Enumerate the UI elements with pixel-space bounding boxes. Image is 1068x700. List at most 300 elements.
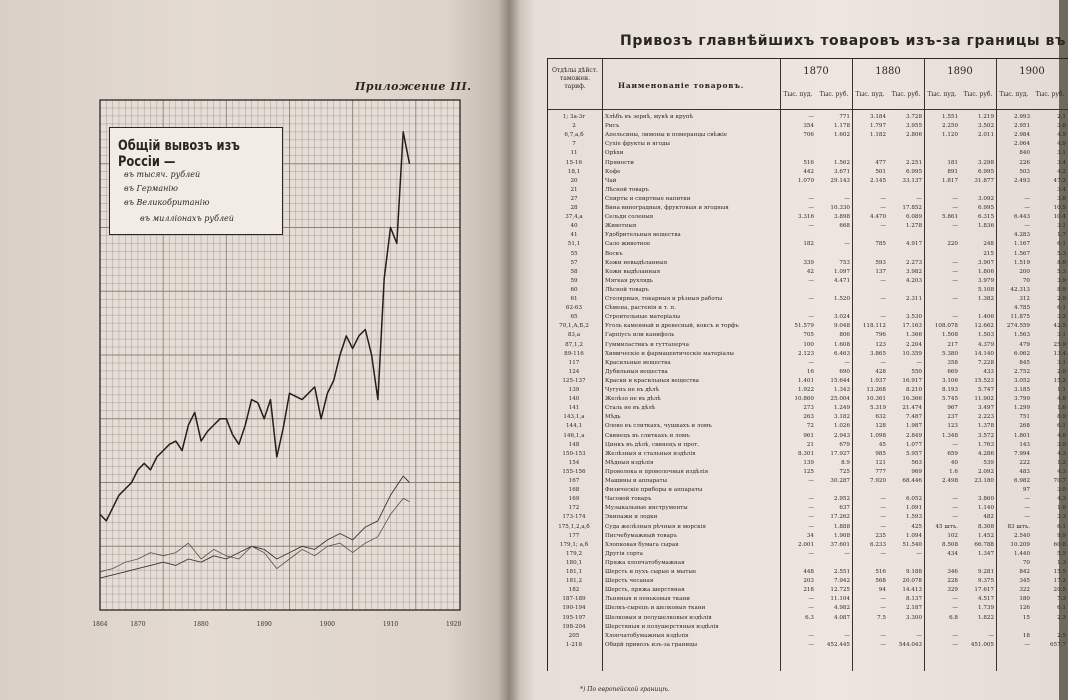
row-value: —: [952, 632, 958, 639]
row-value: 12.725: [830, 587, 850, 594]
row-value: 777: [875, 468, 886, 475]
header-unit: Тыс. пуд.: [999, 91, 1029, 98]
row-value: 3.4: [1057, 186, 1066, 193]
row-code: 89-116: [564, 350, 584, 357]
table-row: [548, 632, 1068, 641]
row-value: 482: [983, 514, 994, 521]
row-value: 47.2: [1053, 177, 1066, 184]
row-value: 1.440: [1013, 550, 1030, 557]
row-name: Сельди соленыя: [605, 214, 654, 221]
row-value: 102: [947, 532, 958, 539]
row-code: 60: [570, 286, 578, 293]
row-value: 2.951: [1013, 123, 1030, 130]
row-value: 215: [983, 250, 994, 257]
row-value: 5.861: [941, 214, 958, 221]
row-value: 8.508: [941, 541, 958, 548]
row-value: 3.907: [977, 259, 994, 266]
table-row: [548, 131, 1068, 140]
row-value: —: [952, 314, 958, 321]
chart-legend: [109, 127, 283, 235]
row-name: Мѣдь: [605, 414, 621, 421]
row-value: 16: [806, 368, 814, 375]
row-code: 140: [568, 396, 580, 403]
table-row: [548, 341, 1068, 350]
row-value: 37.601: [830, 541, 850, 548]
row-value: 20.078: [902, 578, 922, 585]
row-code: 117: [568, 359, 580, 366]
row-value: 1.167: [1013, 241, 1030, 248]
row-value: 8.193: [941, 387, 958, 393]
row-value: —: [952, 223, 958, 230]
row-value: 6.1: [1057, 305, 1066, 312]
row-value: 969: [911, 468, 922, 475]
row-value: 6.062: [1013, 350, 1030, 357]
row-value: 7.487: [905, 414, 922, 421]
row-name: Шерсть чесаная: [605, 578, 654, 585]
row-value: —: [880, 523, 886, 530]
row-value: 6.1: [1057, 423, 1066, 430]
row-value: 20.5: [1053, 587, 1066, 594]
row-value: —: [988, 632, 994, 639]
row-value: 1.608: [833, 341, 850, 348]
row-value: —: [952, 195, 958, 202]
row-value: 3.671: [833, 168, 850, 175]
row-value: 668: [839, 223, 850, 230]
row-value: 25.004: [830, 396, 850, 403]
row-name: Пряжа хлопчатобумажная: [605, 559, 685, 566]
row-code: 167: [568, 478, 580, 484]
row-value: 8.308: [977, 523, 994, 530]
x-tick-label: 1870: [130, 621, 146, 628]
row-value: 550: [911, 368, 922, 375]
row-value: 1.077: [905, 441, 922, 448]
row-code: 2: [572, 123, 576, 130]
row-name: Проволока и проволочныя издѣлія: [605, 468, 709, 475]
row-value: 3.799: [1013, 396, 1030, 403]
table-row: [548, 432, 1068, 441]
row-value: 21: [806, 441, 814, 448]
row-value: 354: [803, 123, 814, 130]
row-code: 177: [568, 532, 580, 539]
header-year-1900: 1900: [1019, 66, 1045, 77]
row-value: 5.3: [1057, 268, 1066, 275]
row-value: 3.8: [1057, 123, 1066, 130]
row-value: 1.343: [833, 387, 850, 393]
row-value: 679: [839, 441, 850, 448]
row-value: 42.5: [1053, 323, 1066, 330]
row-value: 6.995: [977, 168, 994, 175]
row-value: —: [808, 359, 814, 366]
row-name: Хлопковая бумага сырая: [605, 541, 679, 548]
row-value: —: [880, 314, 886, 321]
table-row: [548, 504, 1068, 513]
table-row: [548, 213, 1068, 222]
table-row: [548, 495, 1068, 504]
row-value: 479: [1019, 341, 1030, 348]
row-value: 593: [875, 259, 886, 266]
row-value: 3.502: [977, 123, 994, 130]
row-value: 1.567: [1013, 250, 1030, 257]
row-value: —: [880, 632, 886, 639]
row-value: —: [880, 550, 886, 557]
row-value: 1.922: [797, 387, 814, 393]
row-value: 15.5: [1053, 569, 1066, 575]
row-value: —: [952, 277, 958, 284]
row-value: —: [952, 605, 958, 612]
row-name: Шерсть и пухъ сырые и мытые: [605, 569, 697, 575]
row-value: 180: [1019, 596, 1030, 603]
row-value: 1.6: [949, 468, 958, 475]
header-unit: Тыс. руб.: [1035, 91, 1065, 98]
row-value: 3.184: [869, 114, 886, 120]
row-name: Хлѣбъ въ зернѣ, мукѣ и крупѣ: [605, 114, 693, 120]
table-row: [548, 304, 1068, 313]
table-row: [548, 350, 1068, 359]
table-row: [548, 113, 1068, 122]
row-value: 1.551: [941, 114, 958, 120]
row-value: 1.1: [1057, 387, 1066, 393]
row-code: 144,1: [565, 423, 582, 430]
row-name: Вина виноградныя, фруктовыя и ягодныя: [605, 205, 729, 211]
export-chart: [0, 0, 508, 700]
row-value: 1.6: [1057, 505, 1066, 512]
row-value: 2.943: [833, 432, 850, 439]
row-value: —: [880, 359, 886, 366]
row-name: Сало животное: [605, 241, 651, 248]
row-value: 3.860: [977, 496, 994, 503]
row-value: 705: [803, 332, 814, 339]
row-value: 4.982: [833, 605, 850, 612]
row-code: 169: [568, 496, 580, 503]
row-value: 5.380: [941, 350, 958, 357]
legend-row-millions: въ милліонахъ рублей: [140, 214, 234, 223]
row-value: —: [1024, 496, 1030, 503]
row-value: 751: [1019, 414, 1030, 421]
row-value: —: [1024, 205, 1030, 211]
row-code: 87,1,2: [565, 341, 583, 348]
row-value: 42: [806, 268, 814, 275]
row-value: —: [808, 596, 814, 603]
row-code: 15-16: [565, 159, 583, 166]
row-code: 41: [570, 232, 578, 239]
row-value: —: [808, 523, 814, 530]
row-value: —: [952, 596, 958, 603]
row-name: Сѣмена, растенія и т. п.: [605, 305, 676, 312]
row-value: 9.375: [977, 578, 994, 585]
row-value: 1.347: [977, 550, 994, 557]
table-row: [548, 422, 1068, 431]
row-value: 17.927: [830, 450, 850, 457]
row-name: Сухіе фрукты и ягоды: [605, 141, 670, 148]
row-value: 7.5: [877, 614, 886, 621]
header-unit: Тыс. пуд.: [783, 91, 813, 98]
table-row: [548, 195, 1068, 204]
row-value: 16.366: [902, 396, 922, 403]
table-row: [548, 532, 1068, 541]
row-value: 4.8: [1057, 396, 1066, 403]
row-name: Олово въ слиткахъ, чушкахъ и ломъ: [605, 423, 712, 430]
row-value: 137: [875, 268, 886, 275]
row-value: 5.108: [977, 286, 994, 293]
row-code: 172: [568, 505, 580, 512]
row-value: 1.2: [1057, 459, 1066, 466]
row-name: Воскъ: [605, 250, 623, 257]
row-value: 312: [1019, 296, 1030, 302]
row-value: 15.2: [1053, 377, 1066, 384]
row-value: 1.3: [1057, 559, 1066, 566]
row-code: 11: [570, 150, 578, 157]
table-row: [548, 404, 1068, 413]
row-value: 8.210: [905, 387, 922, 393]
row-value: 2.250: [941, 123, 958, 130]
row-value: 433: [983, 368, 994, 375]
row-value: 237: [947, 414, 958, 421]
row-value: 181: [947, 159, 958, 166]
row-value: 14.140: [974, 350, 994, 357]
row-code: 146,1,а: [563, 432, 585, 439]
row-value: 45: [878, 441, 886, 448]
row-value: —: [1024, 223, 1030, 230]
legend-row-thousands: въ тысяч. рублей: [124, 170, 201, 179]
row-value: 1.563: [1013, 332, 1030, 339]
table-header-rule: [548, 109, 1068, 110]
row-value: 60.8: [1053, 541, 1066, 548]
row-value: 4.9: [1057, 141, 1066, 148]
row-code: 143,1,а: [563, 414, 585, 421]
row-name: Льняныя и пеньковыя ткани: [605, 596, 690, 603]
row-code: 7: [572, 141, 576, 148]
row-code: 173-174: [562, 514, 586, 521]
row-value: —: [880, 195, 886, 202]
row-value: 11.902: [974, 396, 994, 403]
row-value: 3.982: [905, 268, 922, 275]
row-code: 195-197: [562, 614, 586, 621]
row-value: 4.286: [977, 450, 994, 457]
row-value: —: [808, 496, 814, 503]
row-value: 5.747: [977, 387, 994, 393]
row-value: 2.752: [1013, 368, 1030, 375]
row-value: 4.785: [1013, 305, 1030, 312]
row-value: 217: [947, 341, 958, 348]
row-value: —: [880, 514, 886, 521]
row-value: 42.313: [1010, 286, 1030, 293]
row-value: —: [808, 114, 814, 120]
row-value: 3.1: [1057, 223, 1066, 230]
row-value: —: [808, 314, 814, 321]
row-code: 61: [570, 296, 578, 302]
row-code: 180,1: [565, 559, 582, 566]
row-value: —: [952, 268, 958, 275]
row-value: 3.092: [977, 195, 994, 202]
row-value: 1.6: [1057, 405, 1066, 412]
row-value: 3.182: [833, 414, 850, 421]
row-value: —: [952, 641, 958, 648]
row-value: —: [808, 296, 814, 302]
row-name: Строительные матеріалы: [605, 314, 681, 321]
row-name: Удобрительныя вещества: [605, 232, 681, 239]
row-value: 1.278: [905, 223, 922, 230]
row-value: 1.094: [905, 532, 922, 539]
row-value: 6.995: [905, 168, 922, 175]
row-value: 97: [1022, 487, 1030, 494]
row-value: 5.957: [905, 450, 922, 457]
row-value: 100: [803, 341, 814, 348]
row-value: 228: [947, 578, 958, 585]
row-value: 3.497: [977, 405, 994, 412]
row-value: 1.219: [977, 114, 994, 120]
row-value: 25.9: [1053, 341, 1066, 348]
row-code: 175,1,2,а,б: [558, 523, 590, 530]
row-value: 1.140: [977, 505, 994, 512]
row-value: 2.251: [905, 159, 922, 166]
row-code: 51,1: [567, 241, 581, 248]
row-code: 28: [570, 205, 578, 211]
row-value: 1.366: [905, 332, 922, 339]
row-value: —: [952, 259, 958, 266]
row-value: 346: [947, 569, 958, 575]
row-value: 6.1: [1057, 241, 1066, 248]
row-value: 690: [839, 368, 850, 375]
row-value: 339: [803, 259, 814, 266]
row-value: 1.520: [833, 296, 850, 302]
table-row: [548, 386, 1068, 395]
table-row: [548, 586, 1068, 595]
row-value: 220: [947, 241, 958, 248]
row-value: 1.503: [977, 332, 994, 339]
row-value: 3.024: [833, 314, 850, 321]
row-value: 1.098: [869, 432, 886, 439]
row-value: 10.361: [866, 396, 886, 403]
header-unit: Тыс. руб.: [819, 91, 849, 98]
row-value: —: [880, 641, 886, 648]
row-value: 1.937: [869, 377, 886, 384]
row-value: 121: [875, 459, 886, 466]
row-value: 4.470: [869, 214, 886, 221]
row-value: 785: [875, 241, 886, 248]
row-code: 6,7,а,б: [564, 132, 584, 139]
row-value: 1.562: [833, 159, 850, 166]
row-value: 226: [1019, 159, 1030, 166]
row-value: 1.299: [1013, 405, 1030, 412]
row-value: 6.1: [1057, 523, 1066, 530]
row-value: 6.982: [1013, 478, 1030, 484]
header-unit: Тыс. пуд.: [927, 91, 957, 98]
row-value: 4.471: [833, 277, 850, 284]
row-name: Лѣсной товаръ: [605, 186, 649, 193]
row-name: Спирты и спиртные напитки: [605, 195, 691, 202]
table-row: [548, 623, 1068, 632]
row-value: 30.287: [830, 478, 850, 484]
row-value: 8.9: [1057, 414, 1066, 421]
row-name: Писчебумажный товаръ: [605, 532, 678, 539]
row-value: 753: [839, 259, 850, 266]
row-value: 1.378: [977, 423, 994, 430]
row-value: 17.163: [902, 323, 922, 330]
appendix-label: Приложение III.: [355, 80, 472, 93]
row-name: Пряности: [605, 159, 635, 166]
row-value: —: [880, 296, 886, 302]
table-row: [548, 604, 1068, 613]
table-row: [548, 541, 1068, 550]
row-value: 248: [983, 241, 994, 248]
row-value: 2.984: [1013, 132, 1030, 139]
row-value: 322: [1019, 587, 1030, 594]
header-year-1890: 1890: [947, 66, 973, 77]
row-value: 6.995: [977, 205, 994, 211]
row-value: —: [880, 223, 886, 230]
row-value: 94: [878, 587, 886, 594]
row-value: 10.359: [902, 350, 922, 357]
row-value: 891: [947, 168, 958, 175]
row-value: 1.406: [977, 314, 994, 321]
row-value: —: [808, 605, 814, 612]
row-value: 7.228: [977, 359, 994, 366]
row-name: Чай: [605, 177, 617, 184]
row-value: 13.4: [1053, 350, 1066, 357]
row-value: 3.530: [905, 314, 922, 321]
row-value: 477: [875, 159, 886, 166]
row-value: —: [916, 195, 922, 202]
row-name: Дубильныя вещества: [605, 368, 668, 375]
row-value: 10.860: [794, 396, 814, 403]
legend-row-britain: въ Великобританію: [124, 198, 210, 207]
row-value: 2.1: [1057, 114, 1066, 120]
row-value: 1.182: [869, 132, 886, 139]
row-value: 5.3: [1057, 250, 1066, 257]
row-value: 2.849: [905, 432, 922, 439]
row-value: 200: [1019, 268, 1030, 275]
legend-row-germany: въ Германію: [124, 184, 178, 193]
row-value: 16.917: [902, 377, 922, 384]
row-value: 669: [947, 368, 958, 375]
row-value: —: [916, 550, 922, 557]
table-row: [548, 168, 1068, 177]
row-value: 13.268: [866, 387, 886, 393]
row-value: —: [952, 514, 958, 521]
row-value: 516: [875, 569, 886, 575]
row-value: 1.806: [977, 268, 994, 275]
row-value: 10.330: [830, 205, 850, 211]
row-value: —: [844, 550, 850, 557]
row-value: 842: [1019, 569, 1030, 575]
row-name: Физическіе приборы и аппараты: [605, 487, 703, 494]
row-value: 17.852: [902, 205, 922, 211]
table-row: [548, 149, 1068, 158]
row-value: —: [952, 496, 958, 503]
row-value: 3.9: [1057, 277, 1066, 284]
row-value: 29.143: [830, 177, 850, 184]
row-value: 3.2: [1057, 314, 1066, 321]
row-value: 8.9: [1057, 286, 1066, 293]
row-value: —: [952, 205, 958, 211]
row-value: 3.728: [905, 114, 922, 120]
row-value: —: [952, 505, 958, 512]
row-value: 83 штъ.: [1007, 523, 1030, 530]
row-value: 3.8: [1057, 195, 1066, 202]
row-value: 483: [1019, 468, 1030, 475]
row-name: Свинецъ въ слиткахъ и ломъ: [605, 432, 690, 439]
row-name: Желѣзо не въ дѣлѣ: [605, 396, 661, 403]
row-value: 2.0: [1057, 296, 1066, 302]
row-value: 3.865: [869, 350, 886, 357]
table-row: [548, 186, 1068, 195]
row-value: 139: [803, 459, 814, 466]
row-value: —: [808, 277, 814, 284]
row-name: Мѣдныя издѣлія: [605, 459, 654, 466]
row-value: 1.401: [797, 377, 814, 384]
row-code: 21: [570, 186, 578, 193]
row-value: 2.001: [797, 541, 814, 548]
